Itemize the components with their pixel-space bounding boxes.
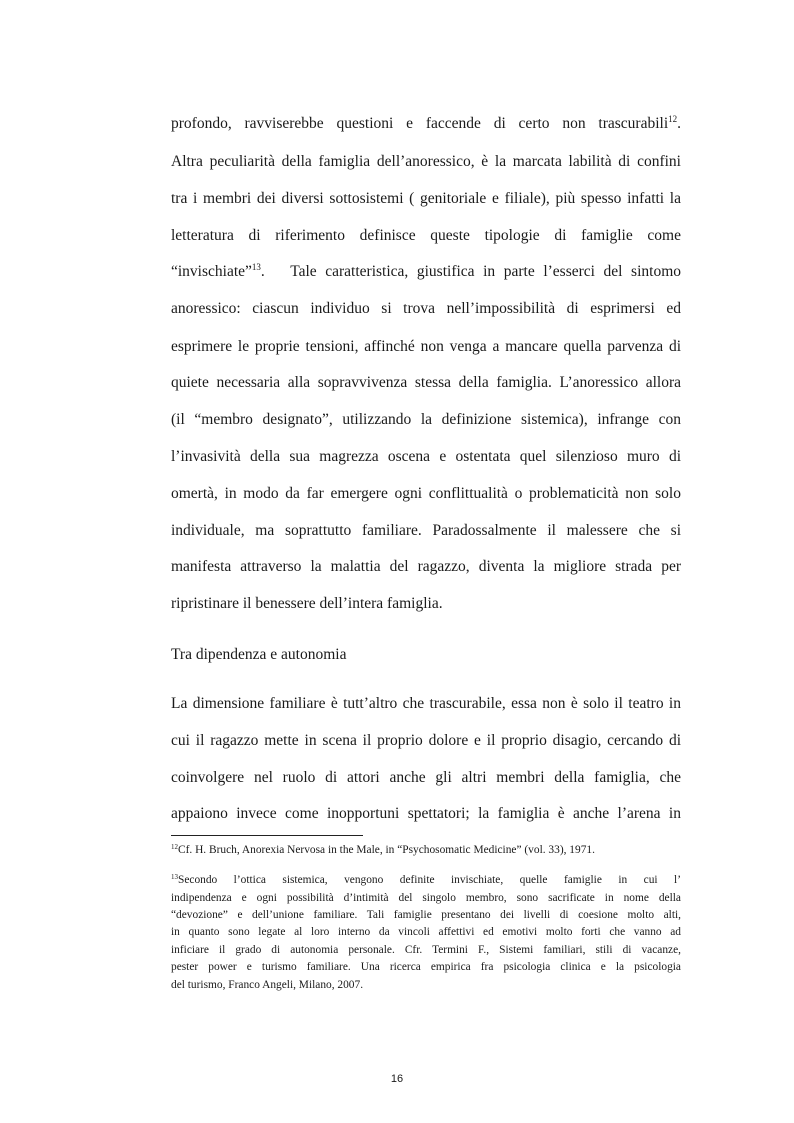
body-line: coinvolgere nel ruolo di attori anche gli altri membri della famiglia, che (171, 769, 681, 786)
body-line: “invischiate”$^{13}$. Tale caratteristica, giustifica in parte l’esserci del sintomo (171, 262, 681, 280)
body-line: cui il ragazzo mette in scena il proprio dolore e il proprio disagio, cercando di (171, 732, 681, 749)
page-number: 16 (390, 1073, 404, 1085)
body-line: esprimere le proprie tensioni, affinché non venga a mancare quella parvenza di (171, 338, 681, 355)
footnote-line: $^{13}$Secondo l’ottica sistemica, vengono definite invischiate, quelle famiglie in cui l’ (171, 873, 681, 886)
footnote-ref-13[interactable]: 13 (251, 262, 261, 272)
body-line: letteratura di riferimento definisce queste tipologie di famiglie come (171, 227, 681, 244)
footnote-line: “devozione” e dell’unione familiare. Tali famiglie presentano dei livelli di coesione molto alti, (171, 909, 681, 921)
body-line: profondo, ravviserebbe questioni e faccende di certo non trascurabili$^{12}$. (171, 114, 681, 132)
footnote-line: in quanto sono legate al loro interno da vincoli affettivi ed emotivi molto forti che vanno ad (171, 926, 681, 938)
body-line: (il “membro designato”, utilizzando la definizione sistemica), infrange con (171, 411, 681, 428)
body-line: Altra peculiarità della famiglia dell’anoressico, è la marcata labilità di confini (171, 153, 681, 170)
footnote-line: inficiare il grado di autonomia personale. Cfr. Termini F., Sistemi familiari, stili di vacanze, (171, 944, 681, 956)
body-line: La dimensione familiare è tutt’altro che trascurabile, essa non è solo il teatro in (171, 695, 681, 712)
section-heading: Tra dipendenza e autonomia (171, 646, 347, 663)
body-line: omertà, in modo da far emergere ogni conflittualità o problematicità non solo (171, 485, 681, 502)
body-line: manifesta attraverso la malattia del ragazzo, diventa la migliore strada per (171, 558, 681, 575)
footnote-ref-12[interactable]: 12 (668, 114, 678, 124)
body-line: appaiono invece come inopportuni spettatori; la famiglia è anche l’arena in (171, 805, 681, 822)
body-line: quiete necessaria alla sopravvivenza stessa della famiglia. L’anoressico allora (171, 374, 681, 391)
body-line: individuale, ma soprattutto familiare. Paradossalmente il malessere che si (171, 522, 681, 539)
body-line: tra i membri dei diversi sottosistemi ( genitoriale e filiale), più spesso infatti la (171, 190, 681, 207)
body-line: ripristinare il benessere dell’intera famiglia. (171, 595, 443, 612)
body-line: l’invasività della sua magrezza oscena e ostentata quel silenzioso muro di (171, 448, 681, 465)
footnote-line: pester power e turismo familiare. Una ricerca empirica fra psicologia clinica e la psicologia (171, 961, 681, 973)
footnote-line: indipendenza e ogni possibilità d’intimità del singolo membro, sono sacrificate in nome della (171, 892, 681, 904)
footnote-separator (171, 835, 363, 836)
body-line: anoressico: ciascun individuo si trova nell’impossibilità di esprimersi ed (171, 300, 681, 317)
footnote-line: $^{12}$Cf. H. Bruch, Anorexia Nervosa in the Male, in “Psychosomatic Medicine” (vol. 33), 1971. (171, 843, 595, 856)
footnote-line: del turismo, Franco Angeli, Milano, 2007. (171, 979, 364, 991)
